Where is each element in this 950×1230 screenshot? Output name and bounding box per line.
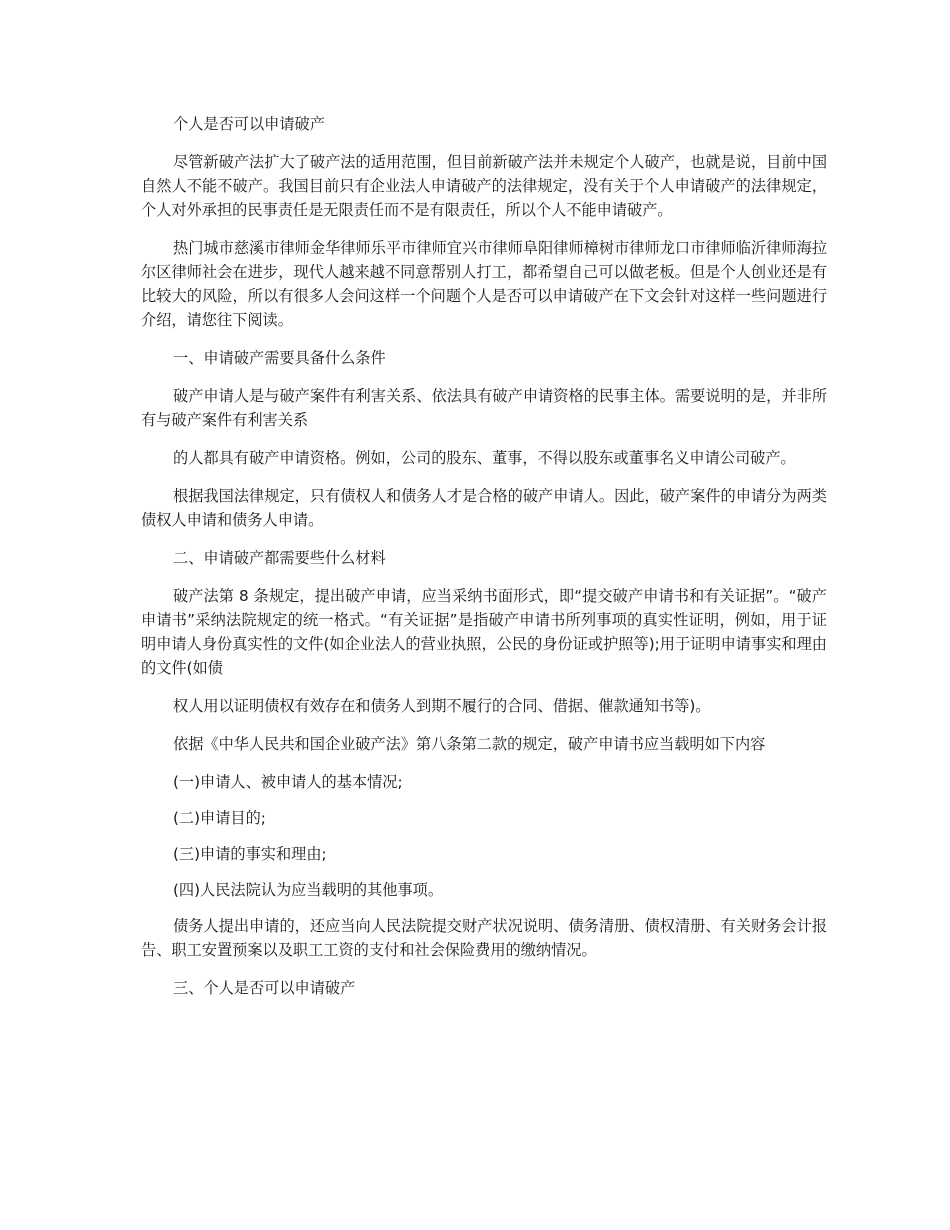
paragraph-applicant-definition: 破产申请人是与破产案件有利害关系、依法具有破产申请资格的民事主体。需要说明的是，并非所有与破产案件有利害关系 (141, 387, 827, 429)
paragraph-background: 热门城市慈溪市律师金华律师乐平市律师宜兴市律师阜阳律师樟树市律师龙口市律师临沂律师海拉尔区律师社会在进步，现代人越来越不同意帮别人打工，都希望自己可以做老板。但是个人创业还是有比较大的风险，所以有很多人会问这样一个问题个人是否可以申请破产在下文会针对这样一些问题进行介绍，请您往下阅读。 (141, 239, 827, 329)
list-item-3: (三)申请的事实和理由; (173, 845, 327, 863)
paragraph-application-contents: 依据《中华人民共和国企业破产法》第八条第二款的规定，破产申请书应当载明如下内容 (173, 735, 766, 753)
section-heading-2: 二、申请破产都需要些什么材料 (173, 549, 386, 567)
paragraph-debtor-requirements: 债务人提出申请的，还应当向人民法院提交财产状况说明、债务清册、债权清册、有关财务会计报告、职工安置预案以及职工工资的支付和社会保险费用的缴纳情况。 (141, 917, 827, 959)
paragraph-applicant-types: 根据我国法律规定，只有债权人和债务人才是合格的破产申请人。因此，破产案件的申请分为两类债权人申请和债务人申请。 (141, 487, 827, 529)
list-item-2: (二)申请目的; (173, 809, 266, 827)
paragraph-article-8: 破产法第 8 条规定，提出破产申请，应当采纳书面形式，即“提交破产申请书和有关证据”。“破产申请书”采纳法院规定的统一格式。“有关证据”是指破产申请书所列事项的真实性证明，例如，用于证明申请人身份真实性的文件(如企业法人的营业执照，公民的身份证或护照等);用于证明申请事实和理由的文件(如债 (141, 587, 827, 677)
list-item-1: (一)申请人、被申请人的基本情况; (173, 773, 403, 791)
document-title: 个人是否可以申请破产 (173, 115, 325, 133)
list-item-4: (四)人民法院认为应当载明的其他事项。 (173, 881, 444, 899)
section-heading-1: 一、申请破产需要具备什么条件 (173, 349, 386, 367)
section-heading-3: 三、个人是否可以申请破产 (173, 979, 356, 997)
document-page (141, 112, 827, 1014)
paragraph-evidence-continued: 权人用以证明债权有效存在和债务人到期不履行的合同、借据、催款通知书等)。 (173, 697, 711, 715)
paragraph-intro: 尽管新破产法扩大了破产法的适用范围，但目前新破产法并未规定个人破产，也就是说，目前中国自然人不能不破产。我国目前只有企业法人申请破产的法律规定，没有关于个人申请破产的法律规定，个人对外承担的民事责任是无限责任而不是有限责任，所以个人不能申请破产。 (141, 153, 827, 219)
paragraph-applicant-qualification: 的人都具有破产申请资格。例如，公司的股东、董事，不得以股东或董事名义申请公司破产。 (173, 449, 796, 467)
